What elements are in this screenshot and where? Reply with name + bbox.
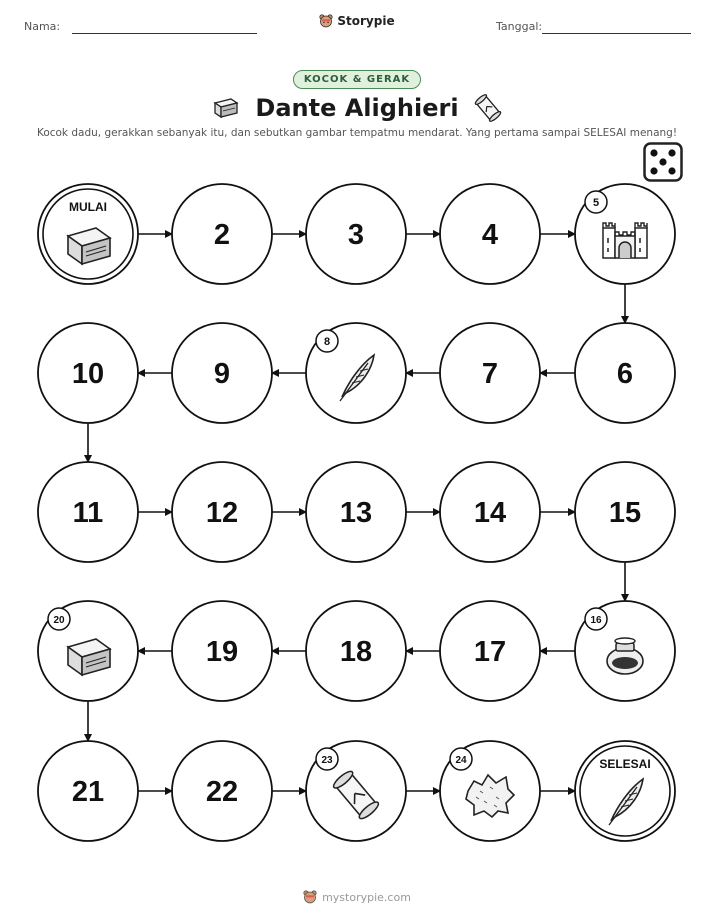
- board-space-16[interactable]: [575, 601, 675, 701]
- space-number: 5: [592, 197, 600, 209]
- space-number: 12: [205, 497, 239, 529]
- brand-name: Storypie: [337, 14, 395, 28]
- board-space-15[interactable]: [575, 462, 675, 562]
- board-space-8[interactable]: [306, 323, 406, 423]
- space-number: 18: [339, 636, 373, 668]
- space-number: 10: [71, 358, 105, 390]
- space-number: 3: [347, 219, 365, 251]
- board-space-9[interactable]: [172, 323, 272, 423]
- board-space-14[interactable]: [440, 462, 540, 562]
- start-label: MULAI: [69, 200, 107, 214]
- space-number: 24: [455, 755, 467, 766]
- space-number: 17: [473, 636, 507, 668]
- space-number: 2: [213, 219, 231, 251]
- board-space-7[interactable]: [440, 323, 540, 423]
- space-number: 22: [205, 776, 239, 808]
- finish-label: SELESAI: [599, 757, 651, 771]
- board-space-2[interactable]: [172, 184, 272, 284]
- board-space-6[interactable]: [575, 323, 675, 423]
- board-space-22[interactable]: [172, 741, 272, 841]
- bear-icon: [303, 890, 317, 904]
- parchment-icon: [466, 775, 514, 817]
- board-space-17[interactable]: [440, 601, 540, 701]
- space-number: 13: [339, 497, 373, 529]
- board-space-19[interactable]: [172, 601, 272, 701]
- space-number: 8: [323, 336, 331, 348]
- space-number: 23: [321, 755, 333, 766]
- board-space-20[interactable]: [38, 601, 138, 701]
- space-number: 7: [481, 358, 499, 390]
- space-number: 4: [481, 219, 499, 251]
- board-space-10[interactable]: [38, 323, 138, 423]
- book-icon: [68, 228, 110, 264]
- board-space-4[interactable]: [440, 184, 540, 284]
- board-space-13[interactable]: [306, 462, 406, 562]
- footer: [0, 889, 714, 908]
- space-number: 19: [205, 636, 239, 668]
- activity-badge: KOCOK & GERAK: [0, 67, 714, 89]
- board-space-11[interactable]: [38, 462, 138, 562]
- space-number: 14: [473, 497, 507, 529]
- space-number: 15: [608, 497, 642, 529]
- board-space-3[interactable]: [306, 184, 406, 284]
- instructions: Kocok dadu, gerakkan sebanyak itu, dan sebutkan gambar tempatmu mendarat. Yang pertama sampai SELESAI menang!: [36, 127, 678, 139]
- space-number: 11: [72, 497, 104, 529]
- board-space-5[interactable]: [575, 184, 675, 284]
- page-title: Dante Alighieri: [255, 94, 459, 122]
- name-label: Nama:: [24, 20, 61, 33]
- board-space-25[interactable]: [575, 741, 675, 841]
- space-number: 9: [213, 358, 231, 390]
- space-number: 20: [53, 615, 65, 626]
- space-number: 6: [616, 358, 634, 390]
- board-space-18[interactable]: [306, 601, 406, 701]
- space-number: 16: [590, 615, 602, 626]
- board-space-1[interactable]: [38, 184, 138, 284]
- book-icon: [68, 639, 110, 675]
- board-space-24[interactable]: [440, 741, 540, 841]
- date-label: Tanggal:: [496, 20, 543, 33]
- space-number: 21: [71, 776, 105, 808]
- footer-url: mystorypie.com: [322, 890, 411, 904]
- board-space-12[interactable]: [172, 462, 272, 562]
- board-space-21[interactable]: [38, 741, 138, 841]
- board-space-23[interactable]: [306, 741, 406, 841]
